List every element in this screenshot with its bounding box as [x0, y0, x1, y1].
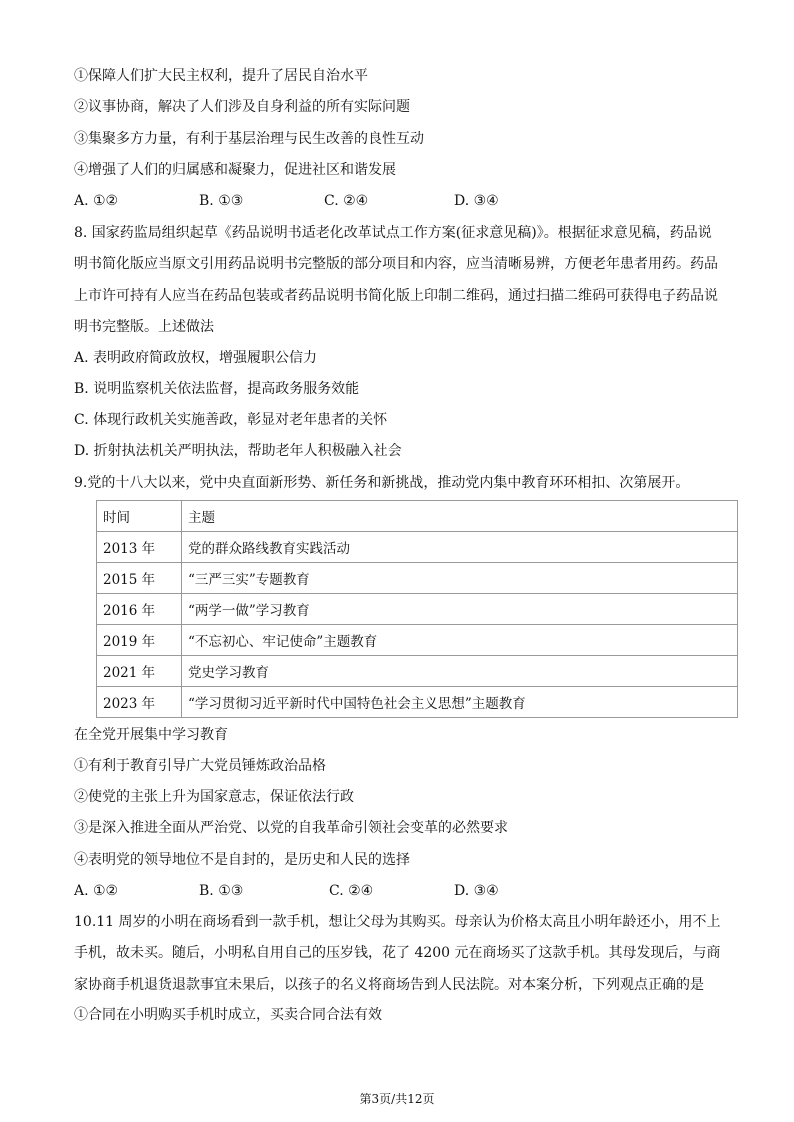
q7-statement-2: ②议事协商，解决了人们涉及自身利益的所有实际问题 [74, 99, 410, 115]
table-header-row [97, 501, 738, 532]
q8-option-c: C. 体现行政机关实施善政，彰显对老年患者的关怀 [74, 412, 388, 428]
q10-stem-line-2: 手机，故未买。随后，小明私自用自己的压岁钱，花了 4200 元在商场买了这款手机。其母发现后，与商 [74, 945, 721, 961]
q7-option-d: D. ③④ [454, 193, 499, 209]
q8-stem-line-3: 上市许可持有人应当在药品包装或者药品说明书简化版上印制二维码，通过扫描二维码可获得电子药品说 [74, 288, 718, 304]
table-cell-topic: “学习贯彻习近平新时代中国特色社会主义思想”主题教育 [182, 687, 738, 718]
table-row [97, 625, 738, 656]
q8-stem-line-2: 明书简化版应当原文引用药品说明书完整版的部分项目和内容，应当清晰易辨，方便老年患者用药。药品 [74, 256, 718, 272]
table-cell-year: 2019 年 [97, 625, 182, 656]
table-cell-topic: “两学一做”学习教育 [182, 594, 738, 625]
table-cell-year: 2016 年 [97, 594, 182, 625]
q7-statement-1: ①保障人们扩大民主权利，提升了居民自治水平 [74, 68, 368, 84]
table-row [97, 563, 738, 594]
table-cell-year: 2015 年 [97, 563, 182, 594]
q9-stem: 9.党的十八大以来，党中央直面新形势、新任务和新挑战，推动党内集中教育环环相扣、次第展开。 [74, 475, 690, 491]
table-header-time: 时间 [97, 501, 182, 532]
table-row [97, 532, 738, 563]
q9-statement-2: ②使党的主张上升为国家意志，保证依法行政 [74, 789, 354, 805]
q9-option-a: A. ①② [74, 883, 119, 899]
q8-option-b: B. 说明监察机关依法监督，提高政务服务效能 [74, 381, 360, 397]
q7-option-a: A. ①② [74, 193, 119, 209]
q7-statement-3: ③集聚多方力量，有利于基层治理与民生改善的良性互动 [74, 131, 424, 147]
q8-option-a: A. 表明政府简政放权，增强履职公信力 [74, 350, 318, 366]
table-cell-topic: 党的群众路线教育实践活动 [182, 532, 738, 563]
table-header-topic: 主题 [182, 501, 738, 532]
q10-stem-line-3: 家协商手机退货退款事宜未果后，以孩子的名义将商场告到人民法院。对本案分析，下列观点正确的是 [74, 977, 704, 993]
q9-statement-3: ③是深入推进全面从严治党、以党的自我革命引领社会变革的必然要求 [74, 820, 508, 836]
q9-option-c: C. ②④ [329, 883, 374, 899]
q9-statement-4: ④表明党的领导地位不是自封的，是历史和人民的选择 [74, 852, 410, 868]
table-row [97, 656, 738, 687]
q8-stem-line-1: 8. 国家药监局组织起草《药品说明书适老化改革试点工作方案(征求意见稿)》。根据征求意见稿，药品说 [74, 225, 712, 241]
q9-statement-1: ①有利于教育引导广大党员锤炼政治品格 [74, 758, 326, 774]
table-cell-topic: “不忘初心、牢记使命”主题教育 [182, 625, 738, 656]
q10-stem-line-1: 10.11 周岁的小明在商场看到一款手机，想让父母为其购买。母亲认为价格太高且小明年龄还小，用不上 [74, 914, 721, 930]
table-row [97, 594, 738, 625]
q8-stem-line-4: 明书完整版。上述做法 [74, 319, 214, 335]
table-cell-topic: 党史学习教育 [182, 656, 738, 687]
table-cell-year: 2013 年 [97, 532, 182, 563]
table-cell-year: 2023 年 [97, 687, 182, 718]
q9-option-d: D. ③④ [454, 883, 499, 899]
page-number: 第3页/共12页 [359, 1092, 435, 1106]
q9-lead: 在全党开展集中学习教育 [74, 727, 228, 743]
q7-option-c: C. ②④ [324, 193, 369, 209]
q7-statement-4: ④增强了人们的归属感和凝聚力，促进社区和谐发展 [74, 162, 396, 178]
q10-statement-1: ①合同在小明购买手机时成立，买卖合同合法有效 [74, 1007, 382, 1023]
table-cell-year: 2021 年 [97, 656, 182, 687]
education-topics-table [96, 500, 738, 718]
q8-option-d: D. 折射执法机关严明执法，帮助老年人积极融入社会 [74, 443, 402, 459]
table-row [97, 687, 738, 718]
q9-option-b: B. ①③ [199, 883, 244, 899]
q7-option-b: B. ①③ [199, 193, 244, 209]
table-cell-topic: “三严三实”专题教育 [182, 563, 738, 594]
